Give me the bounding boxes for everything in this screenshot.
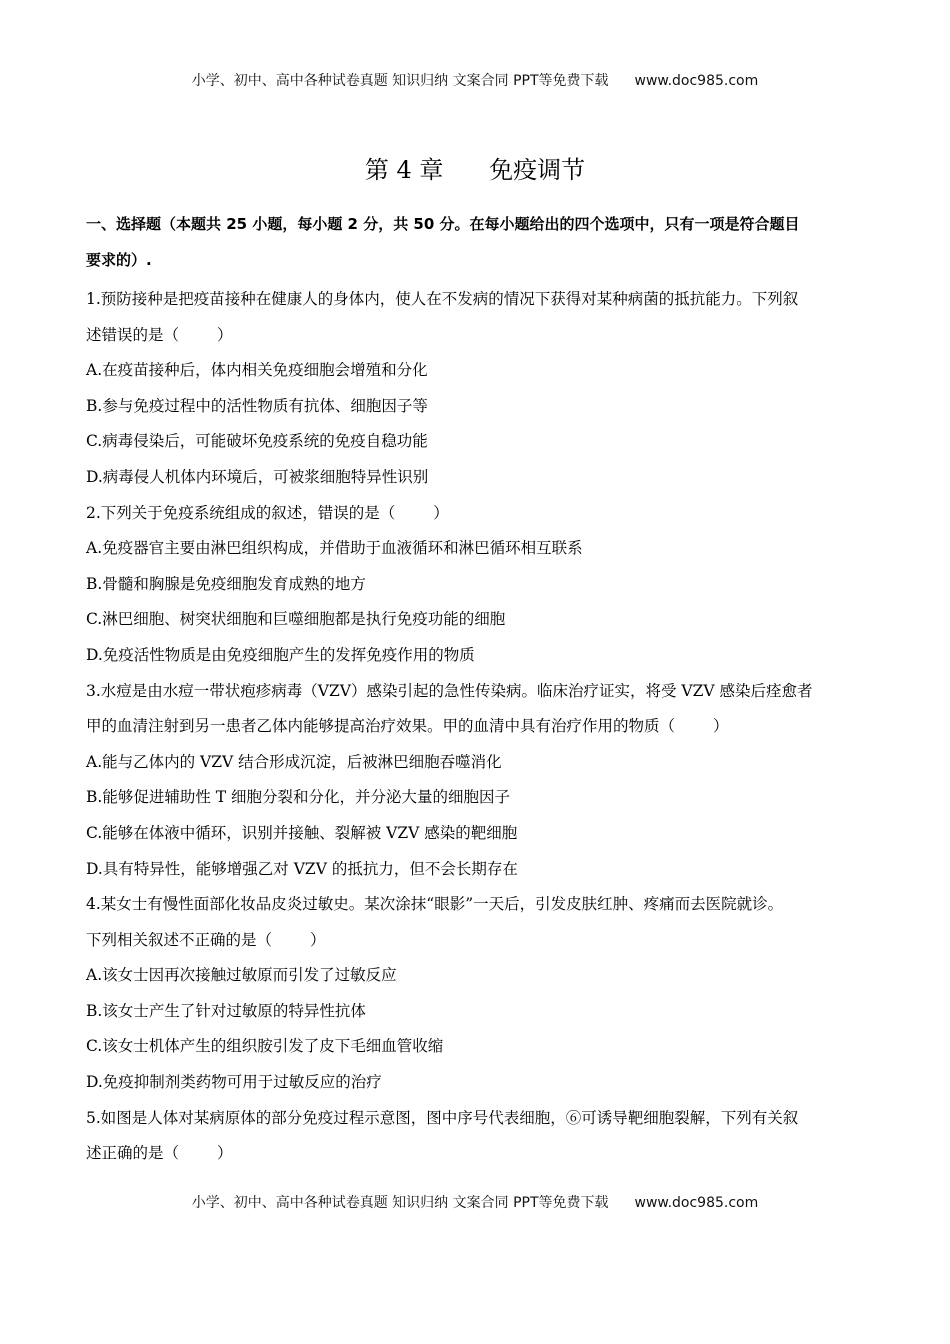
header-site-link[interactable]: www.doc985.com: [634, 73, 759, 89]
question-4-option-a: A.该女士因再次接触过敏原而引发了过敏反应: [86, 966, 397, 985]
question-3-option-c: C.能够在体液中循环，识别并接触、裂解被 VZV 感染的靶细胞: [86, 823, 518, 842]
question-2-option-a: A.免疫器官主要由淋巴组织构成，并借助于血液循环和淋巴循环相互联系: [86, 539, 583, 558]
question-1-option-b: B.参与免疫过程中的活性物质有抗体、细胞因子等: [86, 396, 428, 415]
question-4-stem: 4.某女士有慢性面部化妆品皮炎过敏史。某次涂抹“眼影”一天后，引发皮肤红肿、疼痛而去医院就诊。: [86, 895, 784, 914]
question-4-option-d: D.免疫抑制剂类药物可用于过敏反应的治疗: [86, 1073, 382, 1092]
question-3-stem: 3.水痘是由水痘一带状疱疹病毒（VZV）感染引起的急性传染病。临床治疗证实，将受 VZV 感染后痊愈者: [86, 681, 813, 700]
section-heading-line-1: 一、选择题（本题共 25 小题，每小题 2 分，共 50 分。在每小题给出的四个选项中，只有一项是符合题目: [86, 215, 800, 233]
footer-text: 小学、初中、高中各种试卷真题 知识归纳 文案合同 PPT等免费下载: [191, 1195, 609, 1211]
question-3-option-a: A.能与乙体内的 VZV 结合形成沉淀，后被淋巴细胞吞噬消化: [86, 752, 502, 771]
section-heading-line-2: 要求的）.: [86, 251, 152, 269]
question-5-stem-cont: 述正确的是（ ）: [86, 1144, 233, 1163]
page-header: [0, 70, 950, 90]
question-1-option-a: A.在疫苗接种后，体内相关免疫细胞会增殖和分化: [86, 361, 428, 380]
header-text: 小学、初中、高中各种试卷真题 知识归纳 文案合同 PPT等免费下载: [191, 73, 609, 89]
question-2-option-d: D.免疫活性物质是由免疫细胞产生的发挥免疫作用的物质: [86, 645, 475, 664]
question-1-option-d: D.病毒侵人机体内环境后，可被浆细胞特异性识别: [86, 467, 429, 486]
question-3-stem-cont: 甲的血清注射到另一患者乙体内能够提高治疗效果。甲的血清中具有治疗作用的物质（ ）: [86, 717, 729, 736]
question-2-option-c: C.淋巴细胞、树突状细胞和巨噬细胞都是执行免疫功能的细胞: [86, 610, 506, 629]
question-1-stem-cont: 述错误的是（ ）: [86, 325, 233, 344]
footer-site-link[interactable]: www.doc985.com: [634, 1195, 759, 1211]
question-1-option-c: C.病毒侵染后，可能破坏免疫系统的免疫自稳功能: [86, 432, 428, 451]
question-2-option-b: B.骨髓和胸腺是免疫细胞发育成熟的地方: [86, 574, 366, 593]
question-list: [86, 282, 886, 1172]
question-3-option-d: D.具有特异性，能够增强乙对 VZV 的抵抗力，但不会长期存在: [86, 859, 518, 878]
page-footer: [0, 1192, 950, 1212]
question-2-stem: 2.下列关于免疫系统组成的叙述，错误的是（ ）: [86, 503, 449, 522]
question-5-stem: 5.如图是人体对某病原体的部分免疫过程示意图，图中序号代表细胞，⑥可诱导靶细胞裂解，下列有关叙: [86, 1108, 799, 1127]
question-4-option-c: C.该女士机体产生的组织胺引发了皮下毛细血管收缩: [86, 1037, 444, 1056]
chapter-title: 第 4 章 免疫调节: [364, 156, 586, 184]
question-1-stem: 1.预防接种是把疫苗接种在健康人的身体内，使人在不发病的情况下获得对某种病菌的抵抗能力。下列叙: [86, 290, 799, 308]
question-3-option-b: B.能够促进辅助性 T 细胞分裂和分化，并分泌大量的细胞因子: [86, 788, 511, 807]
question-4-stem-cont: 下列相关叙述不正确的是（ ）: [86, 930, 326, 949]
question-4-option-b: B.该女士产生了针对过敏原的特异性抗体: [86, 1001, 366, 1020]
section-heading: [86, 206, 876, 278]
